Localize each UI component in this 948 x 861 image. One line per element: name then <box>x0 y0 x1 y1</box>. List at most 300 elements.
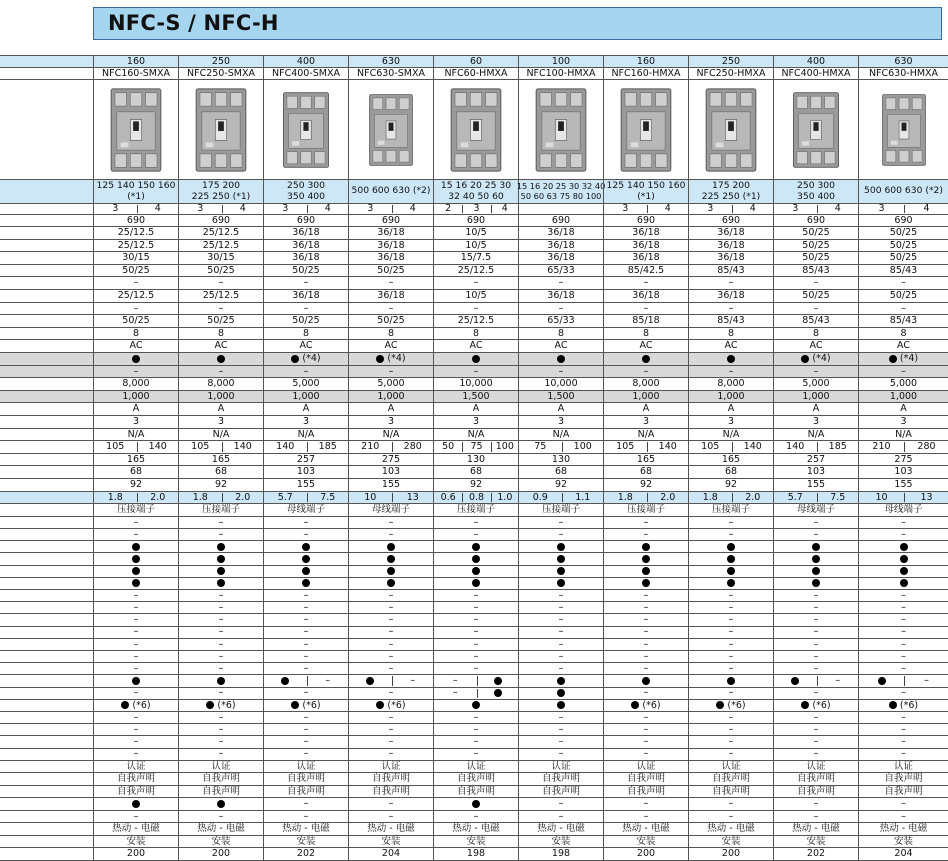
spec-cell-r8: – <box>93 602 178 613</box>
spec-cell-b1: 25/12.5 <box>93 227 178 239</box>
split-value: 3 <box>707 203 714 215</box>
spec-cell-r18: – <box>858 724 948 735</box>
spec-cell-r14 <box>688 675 773 686</box>
spec-cell-b2: 36/18 <box>348 240 433 252</box>
spec-row-c7 <box>0 835 948 848</box>
spec-cell-term: 压接端子 <box>603 504 688 516</box>
spec-cell-r18: – <box>603 724 688 735</box>
spec-cell-d2: 103 <box>858 466 948 478</box>
spec-cell-b16: 3 <box>603 416 688 428</box>
spec-cell-c7: 安装 <box>688 836 773 848</box>
split-divider <box>392 493 393 503</box>
bullet-dot-icon <box>801 701 809 709</box>
spec-cell-r8: – <box>518 602 603 613</box>
spec-cell-c6: 热动 - 电磁 <box>348 823 433 835</box>
spec-cell-r13: – <box>93 663 178 674</box>
spec-cell-c7: 安装 <box>178 836 263 848</box>
spec-cell-b11 <box>773 353 858 365</box>
spec-cell-b17: N/A <box>93 429 178 441</box>
split-value: 140 <box>658 441 677 453</box>
spec-cell-c3: 自我声明 <box>603 786 688 798</box>
spec-row-b13 <box>0 377 948 390</box>
spec-cell-b6: 36/18 <box>263 290 348 302</box>
spec-cell-c8: 204 <box>858 848 948 860</box>
bullet-dot-icon <box>494 677 502 685</box>
spec-cell-b15: A <box>858 403 948 415</box>
split-value: 75 <box>470 441 483 453</box>
bullet-dot-icon <box>376 355 384 363</box>
split-value: 105 <box>616 441 635 453</box>
split-value: 13 <box>920 491 933 503</box>
spec-cell-d2: 103 <box>348 466 433 478</box>
spec-cell-c1: 认证 <box>773 761 858 773</box>
split-value: 3 <box>367 203 374 215</box>
spec-cell-r16 <box>263 700 348 711</box>
spec-cell-d1: 257 <box>773 454 858 466</box>
spec-cell-r12: – <box>93 651 178 662</box>
split-value: 4 <box>501 203 508 215</box>
split-divider <box>392 442 393 452</box>
spec-cell-r19: – <box>433 736 518 747</box>
bullet-dot-icon <box>557 355 565 363</box>
spec-cell-r3 <box>348 541 433 552</box>
spec-cell-b13: 10,000 <box>433 378 518 390</box>
rated-current-line: (*1) <box>127 190 145 202</box>
breaker-product-image <box>615 87 677 173</box>
split-cell-dimA <box>858 441 948 453</box>
bullet-dot-icon <box>812 555 820 563</box>
spec-cell-r13: – <box>433 663 518 674</box>
spec-cell-b12: – <box>93 366 178 378</box>
split-cell-dimA <box>178 441 263 453</box>
spec-cell-b13: 8,000 <box>603 378 688 390</box>
split-value: 280 <box>917 441 936 453</box>
spec-cell-b10: AC <box>773 340 858 352</box>
split-divider <box>562 442 563 452</box>
bullet-dot-icon <box>812 543 820 551</box>
spec-cell-c8: 202 <box>773 848 858 860</box>
product-image-cell <box>688 80 773 179</box>
spec-cell-b11 <box>263 353 348 365</box>
spec-cell-b6: 36/18 <box>518 290 603 302</box>
split-value: 140 <box>233 441 252 453</box>
split-value: 4 <box>154 203 161 215</box>
bullet-dot-icon <box>631 701 639 709</box>
spec-cell-b14: 1,000 <box>858 391 948 403</box>
spec-cell-c1: 认证 <box>433 761 518 773</box>
spec-cell-b1: 50/25 <box>773 227 858 239</box>
spec-row-b5 <box>0 276 948 289</box>
bullet-dot-icon <box>472 579 480 587</box>
spec-cell-c4: – <box>263 798 348 810</box>
spec-cell-c2: 自我声明 <box>178 773 263 785</box>
spec-cell-frame: 400 <box>263 56 348 67</box>
spec-row-poles <box>0 203 948 214</box>
spec-cell-b2: 10/5 <box>433 240 518 252</box>
split-divider <box>491 205 492 213</box>
spec-cell-c4: – <box>603 798 688 810</box>
spec-cell-b3: 30/15 <box>93 252 178 264</box>
spec-cell-r20: – <box>773 749 858 760</box>
spec-cell-b17: N/A <box>263 429 348 441</box>
bullet-dot-icon <box>472 555 480 563</box>
spec-cell-r18: – <box>773 724 858 735</box>
split-cell-dimA <box>433 441 518 453</box>
spec-cell-c7: 安装 <box>603 836 688 848</box>
split-divider <box>307 205 308 213</box>
spec-cell-r3 <box>93 541 178 552</box>
split-cell-poles <box>178 204 263 214</box>
spec-cell-r18: – <box>348 724 433 735</box>
split-value: – <box>924 675 929 687</box>
spec-cell-c5: – <box>773 811 858 823</box>
bullet-dot-icon <box>217 800 225 808</box>
split-cell-poles <box>348 204 433 214</box>
split-value: 280 <box>403 441 422 453</box>
spec-cell-c6: 热动 - 电磁 <box>433 823 518 835</box>
spec-cell-r10: – <box>93 627 178 638</box>
spec-row-term <box>0 503 948 516</box>
breaker-product-image <box>190 87 252 173</box>
spec-cell-r11: – <box>773 639 858 650</box>
spec-cell-r5 <box>178 566 263 577</box>
bullet-dot-icon <box>642 543 650 551</box>
spec-cell-d2: 68 <box>603 466 688 478</box>
spec-cell-b8: 85/43 <box>773 315 858 327</box>
spec-cell-b3: 36/18 <box>518 252 603 264</box>
spec-cell-c6: 热动 - 电磁 <box>858 823 948 835</box>
spec-cell-model: NFC160-SMXA <box>93 68 178 79</box>
spec-cell-r5 <box>263 566 348 577</box>
spec-row-b17 <box>0 428 948 441</box>
spec-cell-voltage: 690 <box>93 215 178 226</box>
split-value <box>774 675 817 686</box>
spec-row-r18 <box>0 723 948 735</box>
spec-cell-d1: 165 <box>688 454 773 466</box>
spec-cell-r13: – <box>263 663 348 674</box>
bullet-dot-icon <box>217 355 225 363</box>
spec-cell-b10: AC <box>603 340 688 352</box>
spec-cell-b11 <box>178 353 263 365</box>
spec-cell-b17: N/A <box>433 429 518 441</box>
product-image-cell <box>773 80 858 179</box>
spec-cell-b10: AC <box>93 340 178 352</box>
bullet-dot-icon <box>217 567 225 575</box>
spec-cell-c7: 安装 <box>433 836 518 848</box>
spec-cell-r1: – <box>773 517 858 528</box>
spec-cell-b13: 10,000 <box>518 378 603 390</box>
split-value: – <box>452 675 458 687</box>
spec-cell-b14: 1,500 <box>433 391 518 403</box>
split-value: 1.8 <box>107 491 123 503</box>
spec-cell-b15: A <box>263 403 348 415</box>
split-divider <box>222 205 223 213</box>
rated-current-line: 500 600 630 (*2) <box>351 185 431 197</box>
spec-row-r17 <box>0 711 948 723</box>
spec-cell-b13: 8,000 <box>93 378 178 390</box>
spec-row-r13 <box>0 662 948 674</box>
spec-cell-b15: A <box>773 403 858 415</box>
spec-cell-r10: – <box>518 627 603 638</box>
spec-cell-b1: 36/18 <box>263 227 348 239</box>
spec-cell-r2: – <box>858 529 948 540</box>
split-divider <box>307 442 308 452</box>
spec-cell-b11 <box>858 353 948 365</box>
spec-cell-b13: 5,000 <box>348 378 433 390</box>
spec-cell-b7: – <box>178 303 263 315</box>
spec-cell-r20: – <box>348 749 433 760</box>
split-value <box>349 675 392 686</box>
split-cell-wt <box>433 492 518 504</box>
spec-cell-c5: – <box>263 811 348 823</box>
spec-cell-r19: – <box>603 736 688 747</box>
spec-cell-b14: 1,000 <box>263 391 348 403</box>
split-divider <box>904 493 905 503</box>
spec-cell-model: NFC250-SMXA <box>178 68 263 79</box>
split-value: 4 <box>664 203 671 215</box>
spec-cell-b12: – <box>433 366 518 378</box>
spec-cell-r9: – <box>688 614 773 625</box>
bullet-dot-icon <box>132 677 140 685</box>
spec-cell-model: NFC630-SMXA <box>348 68 433 79</box>
spec-row-r7 <box>0 589 948 601</box>
bullet-dot-icon <box>642 555 650 563</box>
spec-cell-b16: 3 <box>263 416 348 428</box>
spec-cell-b7: – <box>518 303 603 315</box>
spec-cell-r7: – <box>518 590 603 601</box>
spec-cell-c5: – <box>348 811 433 823</box>
split-value: 5.7 <box>277 491 293 503</box>
spec-cell-b2: 25/12.5 <box>93 240 178 252</box>
spec-cell-b7: – <box>433 303 518 315</box>
spec-cell-c8: 204 <box>348 848 433 860</box>
spec-cell-b3: 36/18 <box>263 252 348 264</box>
spec-row-r9 <box>0 613 948 625</box>
spec-cell-c5: – <box>93 811 178 823</box>
split-value: 1.8 <box>702 491 718 503</box>
split-value: 7.5 <box>320 491 336 503</box>
spec-cell-r10: – <box>433 627 518 638</box>
bullet-dot-icon <box>889 355 897 363</box>
spec-cell-b9: 8 <box>93 328 178 340</box>
bullet-dot-icon <box>727 555 735 563</box>
spec-cell-r2: – <box>263 529 348 540</box>
spec-row-b8 <box>0 314 948 327</box>
footnote-mark: (*6) <box>812 699 831 711</box>
spec-cell-r7: – <box>858 590 948 601</box>
spec-cell-c5: – <box>433 811 518 823</box>
spec-cell-voltage: 690 <box>263 215 348 226</box>
rated-current-line: 250 300 <box>797 179 835 191</box>
product-image-cell <box>518 80 603 179</box>
split-cell-dimA <box>263 441 348 453</box>
breaker-product-image <box>445 87 507 173</box>
spec-cell-voltage: 690 <box>433 215 518 226</box>
spec-cell-c8: 202 <box>263 848 348 860</box>
spec-cell-r15: – <box>93 688 178 699</box>
spec-cell-b9: 8 <box>688 328 773 340</box>
split-value: 3 <box>197 203 204 215</box>
spec-cell-r9: – <box>518 614 603 625</box>
spec-row-d2 <box>0 465 948 478</box>
split-value <box>477 688 520 699</box>
spec-cell-r3 <box>858 541 948 552</box>
spec-cell-c8: 200 <box>603 848 688 860</box>
spec-cell-b17: N/A <box>858 429 948 441</box>
spec-cell-b16: 3 <box>178 416 263 428</box>
bullet-dot-icon <box>557 579 565 587</box>
rated-current-line: 175 200 <box>712 179 750 191</box>
split-divider <box>477 676 478 685</box>
spec-cell-r14 <box>603 675 688 686</box>
footnote-mark: (*6) <box>217 699 236 711</box>
spec-cell-r16 <box>858 700 948 711</box>
split-value: 2.0 <box>745 491 761 503</box>
split-value: 3 <box>473 203 480 215</box>
spec-cell-b12: – <box>348 366 433 378</box>
spec-cell-d3: 92 <box>518 479 603 491</box>
spec-cell-b5: – <box>263 277 348 289</box>
spec-cell-r12: – <box>858 651 948 662</box>
spec-cell-frame: 100 <box>518 56 603 67</box>
spec-cell-b4: 50/25 <box>93 265 178 277</box>
spec-cell-d1: 130 <box>518 454 603 466</box>
spec-cell-r16 <box>688 700 773 711</box>
spec-cell-model: NFC100-HMXA <box>518 68 603 79</box>
spec-row-b15 <box>0 402 948 415</box>
spec-cell-b13: 8,000 <box>178 378 263 390</box>
spec-cell-r5 <box>348 566 433 577</box>
spec-cell-b2: 36/18 <box>688 240 773 252</box>
bullet-dot-icon <box>281 677 289 685</box>
spec-cell-b14: 1,000 <box>773 391 858 403</box>
spec-cell-d3: 155 <box>348 479 433 491</box>
spec-row-b11 <box>0 352 948 365</box>
spec-cell-c8: 198 <box>433 848 518 860</box>
spec-cell-r1: – <box>603 517 688 528</box>
spec-row-c4 <box>0 797 948 810</box>
spec-cell-c1: 认证 <box>348 761 433 773</box>
spec-cell-b11 <box>603 353 688 365</box>
spec-cell-voltage: 690 <box>518 215 603 226</box>
split-divider <box>307 493 308 503</box>
spec-cell-frame: 400 <box>773 56 858 67</box>
split-value <box>264 675 307 686</box>
footnote-mark: (*6) <box>642 699 661 711</box>
spec-cell-b11 <box>518 353 603 365</box>
split-value: 100 <box>495 441 514 453</box>
spec-cell-b6: 25/12.5 <box>93 290 178 302</box>
spec-cell-c6: 热动 - 电磁 <box>688 823 773 835</box>
spec-cell-frame: 160 <box>93 56 178 67</box>
spec-cell-b4: 85/43 <box>858 265 948 277</box>
bullet-dot-icon <box>557 689 565 697</box>
split-value: 3 <box>878 203 885 215</box>
spec-cell-b16: 3 <box>688 416 773 428</box>
bullet-dot-icon <box>132 567 140 575</box>
spec-cell-r16 <box>93 700 178 711</box>
spec-cell-b8: 85/43 <box>858 315 948 327</box>
spec-cell-r5 <box>858 566 948 577</box>
spec-cell-r8: – <box>348 602 433 613</box>
split-divider <box>392 676 393 685</box>
bullet-dot-icon <box>801 355 809 363</box>
spec-cell-b9: 8 <box>518 328 603 340</box>
split-value: 1.8 <box>192 491 208 503</box>
spec-cell-b8: 85/43 <box>688 315 773 327</box>
spec-cell-b7: – <box>688 303 773 315</box>
spec-cell-b1: 36/18 <box>688 227 773 239</box>
spec-cell-c5: – <box>603 811 688 823</box>
spec-cell-r12: – <box>348 651 433 662</box>
bullet-dot-icon <box>727 567 735 575</box>
spec-cell-r2: – <box>518 529 603 540</box>
footnote-mark: (*4) <box>387 353 406 365</box>
spec-cell-r11: – <box>433 639 518 650</box>
spec-cell-c1: 认证 <box>263 761 348 773</box>
spec-cell-r6 <box>858 578 948 589</box>
spec-cell-b13: 5,000 <box>773 378 858 390</box>
spec-row-b14 <box>0 390 948 403</box>
bullet-dot-icon <box>206 701 214 709</box>
spec-cell-c2: 自我声明 <box>348 773 433 785</box>
spec-cell-r2: – <box>348 529 433 540</box>
rated-current-cell <box>433 180 518 203</box>
spec-cell-b17: N/A <box>603 429 688 441</box>
spec-cell-r6 <box>348 578 433 589</box>
spec-cell-d3: 155 <box>263 479 348 491</box>
spec-cell-c8: 200 <box>688 848 773 860</box>
bullet-dot-icon <box>900 567 908 575</box>
spec-cell-c2: 自我声明 <box>518 773 603 785</box>
spec-cell-b17: N/A <box>773 429 858 441</box>
spec-cell-r13: – <box>858 663 948 674</box>
split-divider <box>137 442 138 452</box>
spec-cell-b15: A <box>603 403 688 415</box>
spec-cell-r18: – <box>93 724 178 735</box>
spec-cell-c3: 自我声明 <box>433 786 518 798</box>
spec-cell-b11 <box>433 353 518 365</box>
spec-cell-b15: A <box>688 403 773 415</box>
spec-cell-r8: – <box>603 602 688 613</box>
split-cell-r14 <box>858 675 948 686</box>
spec-cell-r5 <box>93 566 178 577</box>
spec-cell-r11: – <box>603 639 688 650</box>
spec-cell-r9: – <box>263 614 348 625</box>
bullet-dot-icon <box>132 800 140 808</box>
bullet-dot-icon <box>642 677 650 685</box>
spec-row-b9 <box>0 327 948 340</box>
spec-cell-r17: – <box>348 712 433 723</box>
spec-cell-c2: 自我声明 <box>93 773 178 785</box>
spec-cell-b5: – <box>518 277 603 289</box>
spec-cell-r15: – <box>773 688 858 699</box>
spec-cell-b8: 25/12.5 <box>433 315 518 327</box>
spec-cell-b2: 36/18 <box>518 240 603 252</box>
spec-cell-term: 母线端子 <box>773 504 858 516</box>
rated-current-cell <box>178 180 263 203</box>
rated-current-cell <box>516 180 606 203</box>
spec-cell-c6: 热动 - 电磁 <box>178 823 263 835</box>
split-divider <box>392 205 393 213</box>
split-value: 100 <box>573 441 592 453</box>
split-value: 185 <box>318 441 337 453</box>
spec-cell-voltage: 690 <box>348 215 433 226</box>
spec-cell-b5: – <box>433 277 518 289</box>
spec-cell-model: NFC160-HMXA <box>603 68 688 79</box>
spec-cell-c7: 安装 <box>858 836 948 848</box>
split-cell-poles <box>603 204 688 214</box>
